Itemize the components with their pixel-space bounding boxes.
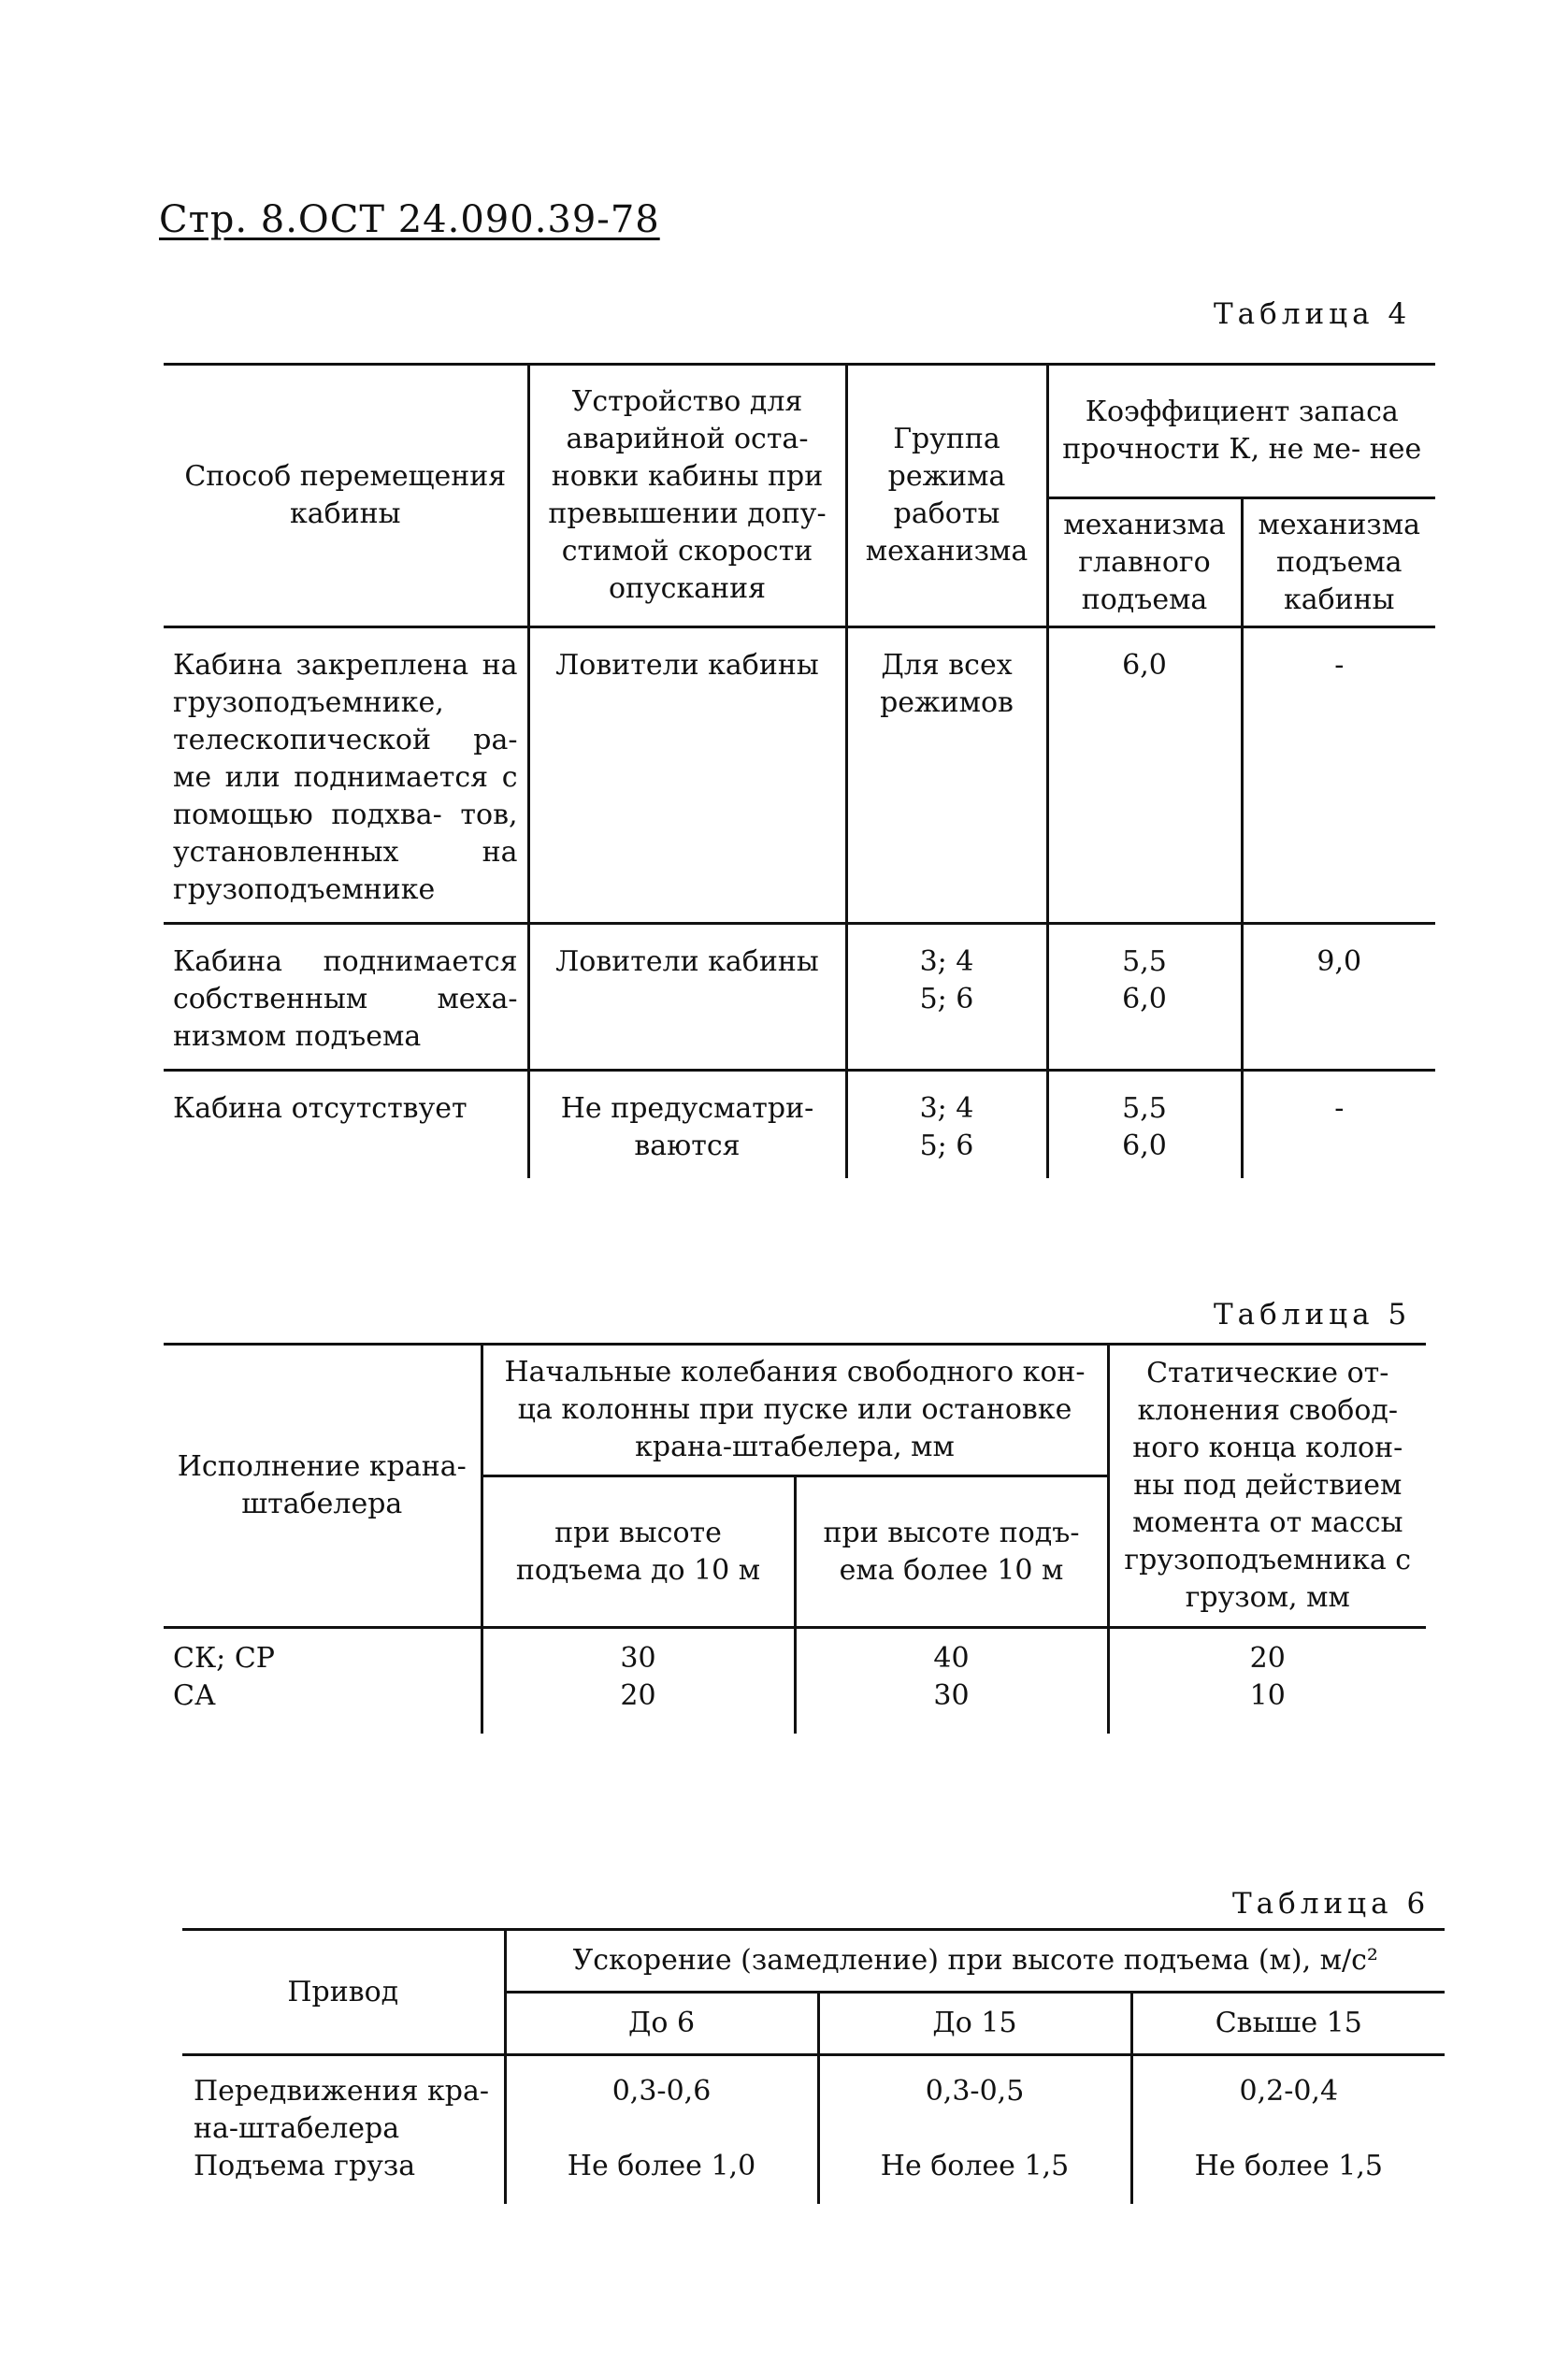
table-6: [182, 1928, 1445, 2204]
t4-head-cab-lift: механизма подъема кабины: [1242, 498, 1435, 627]
table-5: [164, 1343, 1426, 1734]
t4-r3-group-line2: 5; 6: [919, 1130, 974, 1162]
table-5-caption: Таблица 5: [1214, 1298, 1412, 1331]
page-header: Стр. 8.ОСТ 24.090.39-78: [159, 198, 660, 241]
t4-r1-cab: -: [1242, 627, 1435, 924]
t6-head-drive: Привод: [182, 1930, 505, 2055]
t6-r2-b: Не более 1,5: [818, 2148, 1131, 2204]
t4-r2-device: Ловители кабины: [528, 924, 846, 1071]
t4-head-main-lift: механизма главного подъема: [1047, 498, 1242, 627]
t5-r2-a: 20: [482, 1677, 795, 1734]
t4-r1-group: [846, 627, 1047, 924]
table-row: [164, 1677, 1426, 1734]
t4-r2-main: [1047, 924, 1242, 1071]
t4-r3-main-line2: 6,0: [1122, 1130, 1167, 1162]
t5-r2-version: СА: [173, 1679, 216, 1712]
t5-head-over-10: при высоте подъ- ема более 10 м: [795, 1476, 1108, 1628]
t4-r3-method: Кабина отсутствует: [173, 1092, 468, 1125]
t6-r2-c: Не более 1,5: [1131, 2148, 1445, 2204]
t6-head-to6: До 6: [505, 1993, 818, 2055]
table-row: [164, 627, 1435, 924]
t4-r3-main-line1: 5,5: [1122, 1092, 1167, 1125]
table-row: [182, 2148, 1445, 2204]
t5-r2-c: 10: [1108, 1677, 1426, 1734]
t4-r2-group-line1: 3; 4: [919, 945, 974, 978]
table-row: [182, 2055, 1445, 2149]
t5-head-static: Статические от- клонения свобод- ного конца колон- ны под действием момента от массы грузоподъемника с грузом, мм: [1108, 1345, 1426, 1628]
t4-r2-group-line2: 5; 6: [919, 983, 974, 1015]
t6-head-over15: Свыше 15: [1131, 1993, 1445, 2055]
table-6-caption: Таблица 6: [1232, 1887, 1431, 1921]
t4-r1-main: 6,0: [1047, 627, 1242, 924]
table-row: [164, 1628, 1426, 1678]
t4-r1-device: Ловители кабины: [528, 627, 846, 924]
t4-r3-group: [846, 1071, 1047, 1179]
t4-r2-main-line1: 5,5: [1122, 945, 1167, 978]
t4-r2-group: [846, 924, 1047, 1071]
t6-head-accel: Ускорение (замедление) при высоте подъема (м), м/с²: [505, 1930, 1445, 1993]
t5-r1-c: 20: [1108, 1628, 1426, 1678]
table-row: [164, 1071, 1435, 1179]
t4-r2-cab: 9,0: [1242, 924, 1435, 1071]
t5-r2-b: 30: [795, 1677, 1108, 1734]
t4-head-group: Группа режима работы механизма: [846, 365, 1047, 627]
t4-head-device: Устройство для аварийной оста- новки кабины при превышении допу- стимой скорости опускания: [528, 365, 846, 627]
t4-r3-cab: -: [1242, 1071, 1435, 1179]
t6-head-to15: До 15: [818, 1993, 1131, 2055]
t5-head-up-to-10: при высоте подъема до 10 м: [482, 1476, 795, 1628]
t5-r1-a: 30: [482, 1628, 795, 1678]
t6-r2-a: Не более 1,0: [505, 2148, 818, 2204]
t4-head-coefficient: Коэффициент запаса прочности К, не ме- нее: [1047, 365, 1435, 498]
t4-r2-main-line2: 6,0: [1122, 983, 1167, 1015]
t6-r1-b: 0,3-0,5: [818, 2055, 1131, 2149]
t5-head-version: Исполнение крана-штабелера: [164, 1345, 482, 1628]
t4-r1-group-line1: Для всех: [881, 649, 1013, 682]
t4-r3-device: Не предусматри- ваются: [528, 1071, 846, 1179]
t4-r1-method: Кабина закреплена на грузоподъемнике, телескопической ра- ме или поднимается с помощью подхва- тов, установленных на грузоподъемнике: [173, 649, 518, 906]
t4-r1-group-line2: режимов: [880, 686, 1014, 719]
table-row: [164, 924, 1435, 1071]
table-4: [164, 363, 1435, 1178]
table-4-caption: Таблица 4: [1214, 297, 1412, 331]
t6-r1-c: 0,2-0,4: [1131, 2055, 1445, 2149]
t4-r2-method: Кабина поднимается собственным меха- низмом подъема: [173, 945, 518, 1053]
t6-r2-drive: Подъема груза: [194, 2150, 416, 2182]
t6-r1-a: 0,3-0,6: [505, 2055, 818, 2149]
t4-head-method: Способ перемещения кабины: [164, 365, 528, 627]
t5-r1-version: СК; СР: [173, 1642, 275, 1675]
t5-head-initial: Начальные колебания свободного кон- ца колонны при пуске или остановке крана-штабелера, мм: [482, 1345, 1108, 1476]
t4-r3-main: [1047, 1071, 1242, 1179]
t5-r1-b: 40: [795, 1628, 1108, 1678]
t6-r1-drive: Передвижения кра- на-штабелера: [194, 2075, 490, 2145]
t4-r3-group-line1: 3; 4: [919, 1092, 974, 1125]
